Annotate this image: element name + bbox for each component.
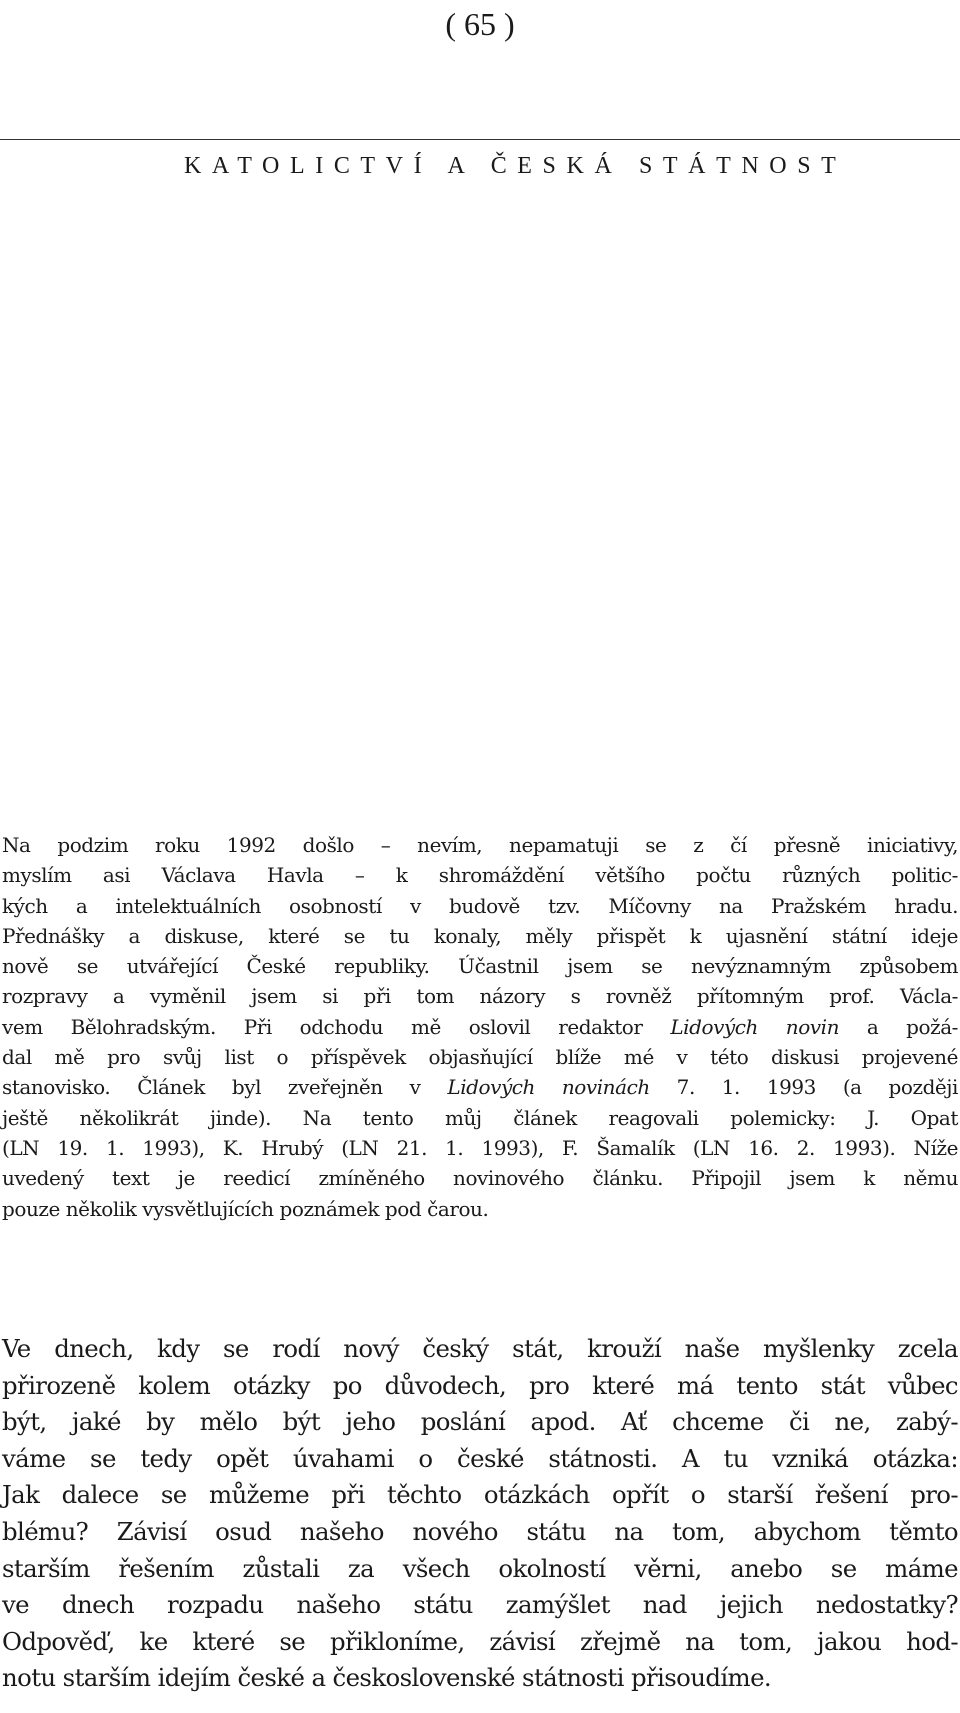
newspaper-title: Lidových novinách bbox=[447, 1075, 650, 1100]
intro-text: vem Bělohradským. Při odchodu mě oslovil redaktor bbox=[2, 1014, 671, 1039]
intro-line: ještě několikrát jinde). Na tento můj článek reagovali polemicky: J. Opat bbox=[2, 1105, 958, 1130]
intro-line: rozpravy a vyměnil jsem si při tom názory s rovněž přítomným prof. Václa- bbox=[2, 984, 958, 1009]
intro-line: Přednášky a diskuse, které se tu konaly, měly přispět k ujasnění státní ideje bbox=[2, 923, 958, 948]
intro-line: dal mě pro svůj list o příspěvek objasňující blíže mé v této diskusi projevené bbox=[2, 1045, 958, 1070]
body-line: přirozeně kolem otázky po důvodech, pro které má tento stát vůbec bbox=[2, 1370, 958, 1400]
intro-line: uvedený text je reedicí zmíněného novinového článku. Připojil jsem k němu bbox=[2, 1166, 958, 1191]
newspaper-title: Lidových novin bbox=[670, 1014, 840, 1039]
intro-line: nově se utvářející České republiky. Účastnil jsem se nevýznamným způsobem bbox=[2, 954, 958, 979]
intro-line bbox=[2, 1072, 958, 1102]
intro-line: pouze několik vysvětlujících poznámek pod čarou. bbox=[2, 1196, 489, 1221]
body-line: blému? Závisí osud našeho nového státu na tom, abychom těmto bbox=[2, 1516, 958, 1546]
chapter-title: KATOLICTVÍ A ČESKÁ STÁTNOST bbox=[184, 153, 847, 179]
intro-line: kých a intelektuálních osobností v budově tzv. Míčovny na Pražském hradu. bbox=[2, 893, 958, 918]
body-line: notu starším idejím české a československé státnosti přisoudíme. bbox=[2, 1663, 772, 1693]
page-number: ( 65 ) bbox=[445, 6, 515, 42]
body-line: váme se tedy opět úvahami o české státnosti. A tu vzniká otázka: bbox=[2, 1443, 958, 1473]
intro-text: stanovisko. Článek byl zveřejněn v bbox=[2, 1075, 448, 1100]
intro-text: 7. 1. 1993 (a později bbox=[649, 1075, 959, 1100]
intro-paragraph bbox=[2, 830, 958, 1224]
intro-line: (LN 19. 1. 1993), K. Hrubý (LN 21. 1. 1993), F. Šamalík (LN 16. 2. 1993). Níže bbox=[2, 1135, 958, 1160]
header-rule bbox=[0, 139, 960, 140]
body-line: ve dnech rozpadu našeho státu zamýšlet nad jejich nedostatky? bbox=[2, 1590, 958, 1620]
body-line: Odpověď, ke které se přikloníme, závisí zřejmě na tom, jakou hod- bbox=[2, 1626, 958, 1656]
intro-text: a požá- bbox=[839, 1014, 958, 1039]
intro-line bbox=[2, 1012, 958, 1042]
body-line: být, jaké by mělo být jeho poslání apod. Ať chceme či ne, zabý- bbox=[2, 1407, 958, 1437]
body-paragraph bbox=[2, 1331, 958, 1697]
body-line: starším řešením zůstali za všech okolností věrni, anebo se máme bbox=[2, 1553, 958, 1583]
intro-line: Na podzim roku 1992 došlo – nevím, nepamatuji se z čí přesně iniciativy, bbox=[2, 833, 958, 857]
intro-line: myslím asi Václava Havla – k shromáždění většího počtu různých politic- bbox=[2, 863, 958, 888]
body-line: Ve dnech, kdy se rodí nový český stát, krouží naše myšlenky zcela bbox=[2, 1334, 958, 1363]
body-line: Jak dalece se můžeme při těchto otázkách opřít o starší řešení pro- bbox=[2, 1480, 958, 1510]
